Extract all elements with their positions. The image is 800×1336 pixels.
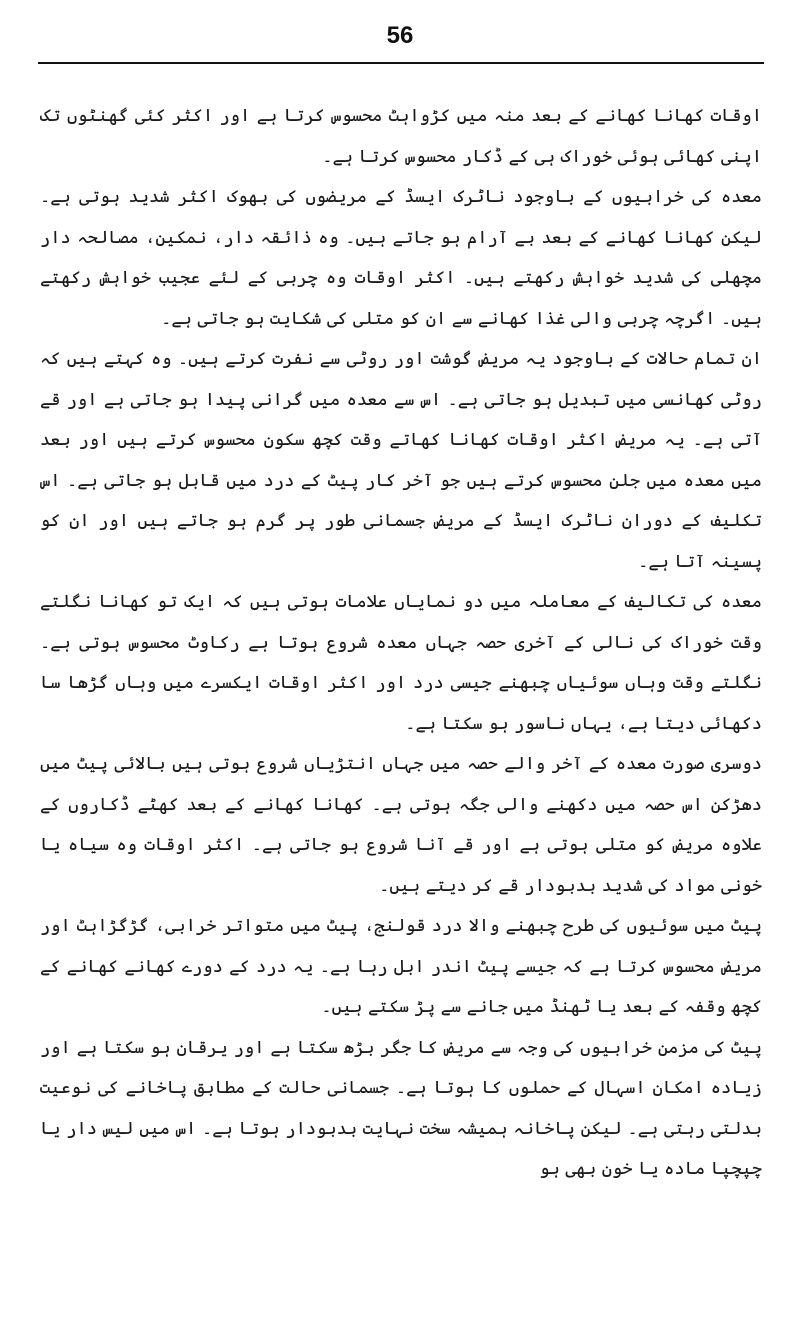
- paragraph-1: اوقات کھانا کھانے کے بعد منہ میں کڑواہٹ محسوس کرتا ہے اور اکثر کئی گھنٹوں تک اپنی کھائی ہوئی خوراک ہی کے ڈکار محسوس کرتا ہے۔: [40, 106, 762, 167]
- page-number: 56: [386, 22, 414, 49]
- paragraph-5: دوسری صورت معدہ کے آخر والے حصہ میں جہاں انتڑیاں شروع ہوتی ہیں بالائی پیٹ میں دھڑکن اس حصہ میں دکھنے والی جگہ ہوتی ہے۔ کھانا کھانے کے بعد کھٹے ڈکاروں کے علاوہ مریض کو متلی ہوتی ہے اور قے آنا شروع ہو جاتی ہے۔ اکثر اوقات وہ سیاہ یا خونی مواد کی شدید بدبودار قے کر دیتے ہیں۔: [40, 754, 762, 896]
- paragraph-7: پیٹ کی مزمن خرابیوں کی وجہ سے مریض کا جگر بڑھ سکتا ہے اور یرقان ہو سکتا ہے اور زیادہ امکان اسہال کے حملوں کا ہوتا ہے۔ جسمانی حالت کے مطابق پاخانے کی نوعیت بدلتی رہتی ہے۔ لیکن پاخانہ ہمیشہ سخت نہایت بدبودار ہوتا ہے۔ اس میں لیس دار یا چپچپا مادہ یا خون بھی ہو: [40, 1037, 762, 1179]
- paragraph-3: ان تمام حالات کے باوجود یہ مریض گوشت اور روٹی سے نفرت کرتے ہیں۔ وہ کہتے ہیں کہ روٹی کھانسی میں تبدیل ہو جاتی ہے۔ اس سے معدہ میں گرانی پیدا ہو جاتی ہے اور قے آتی ہے۔ یہ مریض اکثر اوقات کھانا کھاتے وقت کچھ سکون محسوس کرتے ہیں اور بعد میں معدہ میں جلن محسوس کرتے ہیں جو آخر کار پیٹ کے درد میں قابل ہو جاتی ہے۔ اس تکلیف کے دوران ناٹرک ایسڈ کے مریض جسمانی طور پر گرم ہو جاتے ہیں اور ان کو پسینہ آتا ہے۔: [40, 349, 762, 572]
- paragraph-4: معدہ کی تکالیف کے معاملہ میں دو نمایاں علامات ہوتی ہیں کہ ایک تو کھانا نگلتے وقت خوراک کی نالی کے آخری حصہ جہاں معدہ شروع ہوتا ہے رکاوٹ محسوس ہوتی ہے۔ نگلتے وقت وہاں سوئیاں چبھنے جیسی درد اور اکثر اوقات ایکسرے میں وہاں گڑھا سا دکھائی دیتا ہے، یہاں ناسور ہو سکتا ہے۔: [40, 592, 762, 734]
- header-rule: [38, 62, 764, 64]
- body-text: [40, 96, 762, 1332]
- paragraph-6: پیٹ میں سوئیوں کی طرح چبھنے والا درد قولنج، پیٹ میں متواتر خرابی، گڑگڑاہٹ اور مریض محسوس کرتا ہے کہ جیسے پیٹ اندر ابل رہا ہے۔ یہ درد کے دورے کھانے کھانے کے کچھ وقفہ کے بعد یا ٹھنڈ میں جانے سے پڑ سکتے ہیں۔: [40, 916, 762, 1017]
- paragraph-2: معدہ کی خرابیوں کے باوجود ناٹرک ایسڈ کے مریضوں کی بھوک اکثر شدید ہوتی ہے۔ لیکن کھانا کھانے کے بعد بے آرام ہو جاتے ہیں۔ وہ ذائقہ دار، نمکین، مصالحہ دار مچھلی کی شدید خواہش رکھتے ہیں۔ اکثر اوقات وہ چربی کے لئے عجیب خواہش رکھتے ہیں۔ اگرچہ چربی والی غذا کھانے سے ان کو متلی کی شکایت ہو جاتی ہے۔: [40, 187, 762, 329]
